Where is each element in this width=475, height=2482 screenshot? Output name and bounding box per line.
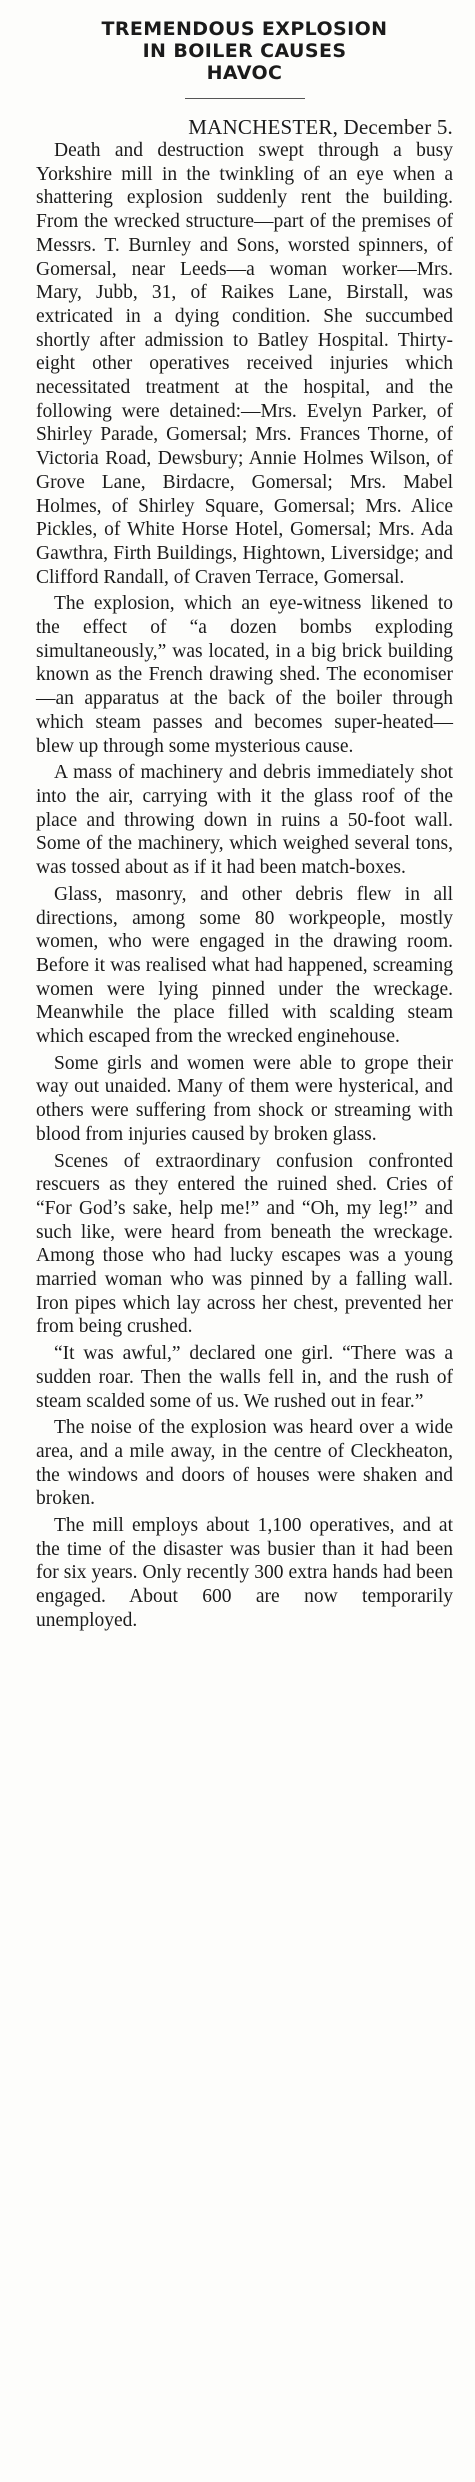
headline-line-3: HAVOC (206, 62, 283, 84)
article-paragraph: The noise of the explosion was heard over a wide area, and a mile away, in the centre of Cleckheaton, the windows and doors of houses were shaken and broken. (36, 1417, 453, 1510)
article-paragraph: Death and destruction swept through a busy Yorkshire mill in the twinkling of an eye when a shattering explosion suddenly rent the building. From the wrecked structure—part of the premises of Messrs. T. Burnley and Sons, worsted spinners, of Gomersal, near Leeds—a woman worker—Mrs. Mary, Jubb, 31, of Raikes Lane, Birstall, was extricated in a dying condition. She succumbed shortly after admission to Batley Hospital. Thirty-eight other operatives received injuries which necessitated treatment at the hospital, and the following were detained:—Mrs. Evelyn Parker, of Shirley Parade, Gomersal; Mrs. Frances Thorne, of Victoria Road, Dewsbury; Annie Holmes Wilson, of Grove Lane, Birdacre, Gomersal; Mrs. Mabel Holmes, of Shirley Square, Gomersal; Mrs. Alice Pickles, of White Horse Hotel, Gomersal; Mrs. Ada Gawthra, Firth Buildings, Hightown, Liversidge; and Clifford Randall, of Craven Terrace, Gomersal. (36, 140, 453, 588)
article-body (36, 139, 453, 1633)
article-paragraph: Some girls and women were able to grope their way out unaided. Many of them were hysterical, and others were suffering from shock or streaming with blood from injuries caused by broken glass. (36, 1052, 453, 1145)
headline (36, 18, 453, 84)
article-paragraph: “It was awful,” declared one girl. “There was a sudden roar. Then the walls fell in, and the rush of steam scalded some of us. We rushed out in fear.” (36, 1343, 453, 1412)
headline-line-1: TREMENDOUS EXPLOSION (101, 18, 388, 40)
article-paragraph: Glass, masonry, and other debris flew in all directions, among some 80 workpeople, mostly women, who were engaged in the drawing room. Before it was realised what had happened, screaming women were lying pinned under the wreckage. Meanwhile the place filled with scalding steam which escaped from the wrecked enginehouse. (36, 883, 453, 1048)
dateline: MANCHESTER, December 5. (188, 115, 453, 139)
article-paragraph: Scenes of extraordinary confusion confronted rescuers as they entered the ruined shed. Cries of “For God’s sake, help me!” and “Oh, my leg!” and such like, were heard from beneath the wreckage. Among those who had lucky escapes was a young married woman who was pinned by a falling wall. Iron pipes which lay across her chest, prevented her from being crushed. (36, 1150, 453, 1338)
article-paragraph: The mill employs about 1,100 operatives, and at the time of the disaster was busier than it had been for six years. Only recently 300 extra hands had been engaged. About 600 are now temporarily unemployed. (36, 1515, 453, 1631)
article-paragraph: The explosion, which an eye-witness likened to the effect of “a dozen bombs exploding simultaneously,” was located, in a big brick building known as the French drawing shed. The economiser—an apparatus at the back of the boiler through which steam passes and becomes super-heated—blew up through some mysterious cause. (36, 593, 453, 757)
article-paragraph: A mass of machinery and debris immediately shot into the air, carrying with it the glass roof of the place and throwing down in ruins a 50-foot wall. Some of the machinery, which weighed several tons, was tossed about as if it had been match-boxes. (36, 762, 453, 879)
headline-line-2: IN BOILER CAUSES (142, 40, 347, 62)
headline-divider (185, 98, 305, 99)
